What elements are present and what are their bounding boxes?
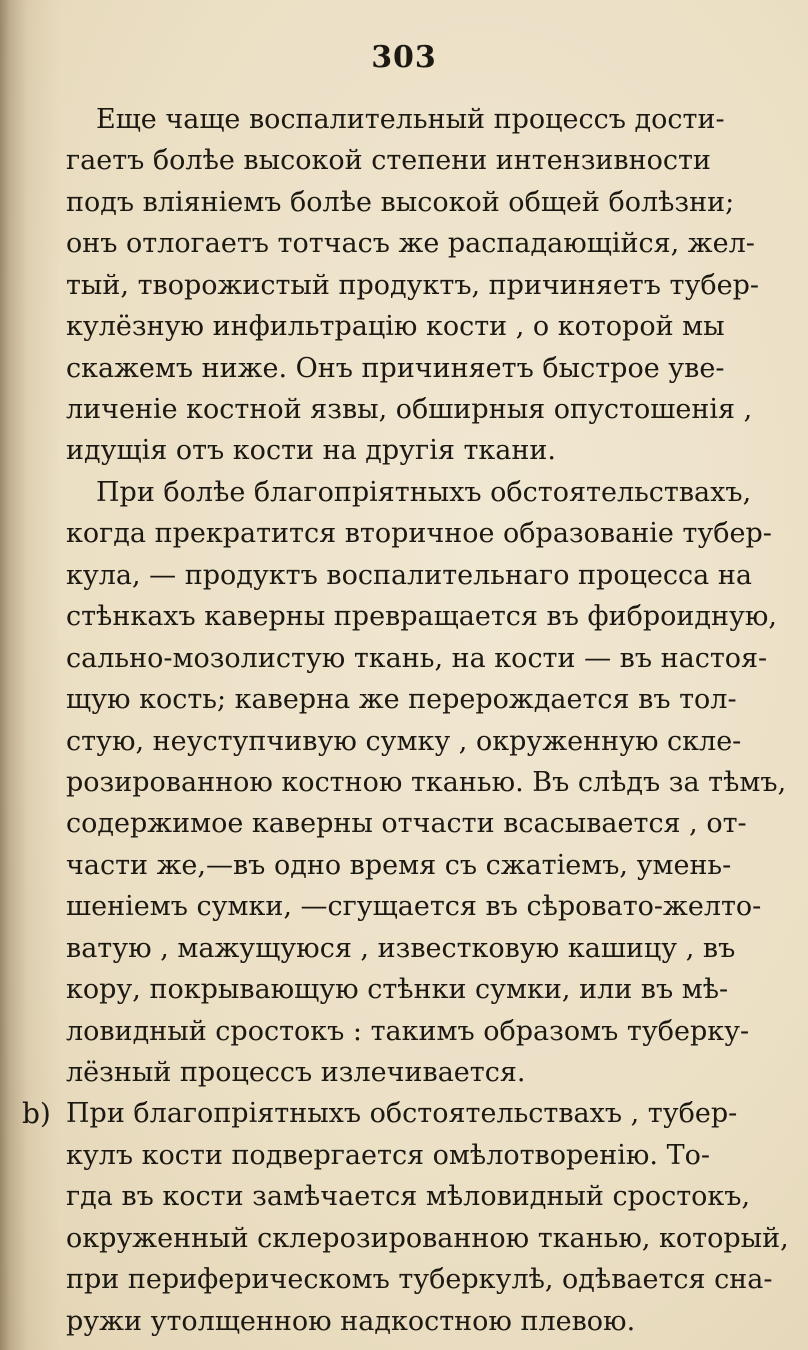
text-line: кулъ кости подвергается омѣлотворенію. То- [66, 1139, 710, 1171]
text-line: подъ вліяніемъ болѣе высокой общей болѣзни; [66, 186, 735, 218]
text-line: тый, творожистый продуктъ, причиняетъ тубер- [66, 269, 759, 301]
text-line: онъ отлогаетъ тотчасъ же распадающійся, жел- [66, 228, 755, 260]
text-line: идущія отъ кости на другія ткани. [66, 435, 556, 467]
text-line: окруженный склерозированною тканью, который, [66, 1222, 789, 1254]
text-line: лёзный процессъ излечивается. [66, 1056, 526, 1088]
text-line: части же,—въ одно время съ сжатіемъ, умень- [66, 849, 732, 881]
text-line: личеніе костной язвы, обширныя опустошенія , [66, 394, 753, 426]
text-line: При болѣе благопріятныхъ обстоятельствахъ, [96, 476, 752, 508]
text-line: стѣнкахъ каверны превращается въ фиброидную, [66, 601, 777, 633]
text-line: шеніемъ сумки, —сгущается въ сѣровато-желто- [66, 891, 762, 923]
text-line: содержимое каверны отчасти всасывается , от- [66, 808, 747, 840]
text-line: ружи утолщенною надкостною плевою. [66, 1305, 636, 1337]
text-line: кулёзную инфильтрацію кости , о которой мы [66, 311, 725, 343]
text-line: скажемъ ниже. Онъ причиняетъ быстрое уве- [66, 352, 725, 384]
text-line: При благопріятныхъ обстоятельствахъ , тубер- [66, 1098, 738, 1130]
page-number: 303 [371, 40, 437, 75]
text-line: Еще чаще воспалительный процессъ дости- [96, 104, 725, 135]
text-line: кору, покрывающую стѣнки сумки, или въ мѣ- [66, 974, 729, 1006]
text-line: гда въ кости замѣчается мѣловидный сростокъ, [66, 1181, 751, 1213]
list-marker: b) [22, 1097, 51, 1131]
text-line: ватую , мажущуюся , известковую кашицу , въ [66, 932, 736, 964]
text-line: щую кость; каверна же перерождается въ тол- [66, 684, 737, 716]
text-line: стую, неуступчивую сумку , окруженную скле- [66, 725, 742, 757]
text-line: когда прекратится вторичное образованіе тубер- [66, 518, 772, 550]
text-line: при периферическомъ туберкулѣ, одѣвается сна- [66, 1264, 773, 1296]
text-line: ловидный сростокъ : такимъ образомъ туберку- [66, 1015, 750, 1047]
text-line: сально-мозолистую ткань, на кости — въ настоя- [66, 642, 768, 674]
text-line: розированною костною тканью. Въ слѣдъ за тѣмъ, [66, 766, 787, 798]
text-line: кула, — продуктъ воспалительнаго процесса на [66, 559, 752, 591]
text-line: гаетъ болѣе высокой степени интензивности [66, 145, 711, 177]
